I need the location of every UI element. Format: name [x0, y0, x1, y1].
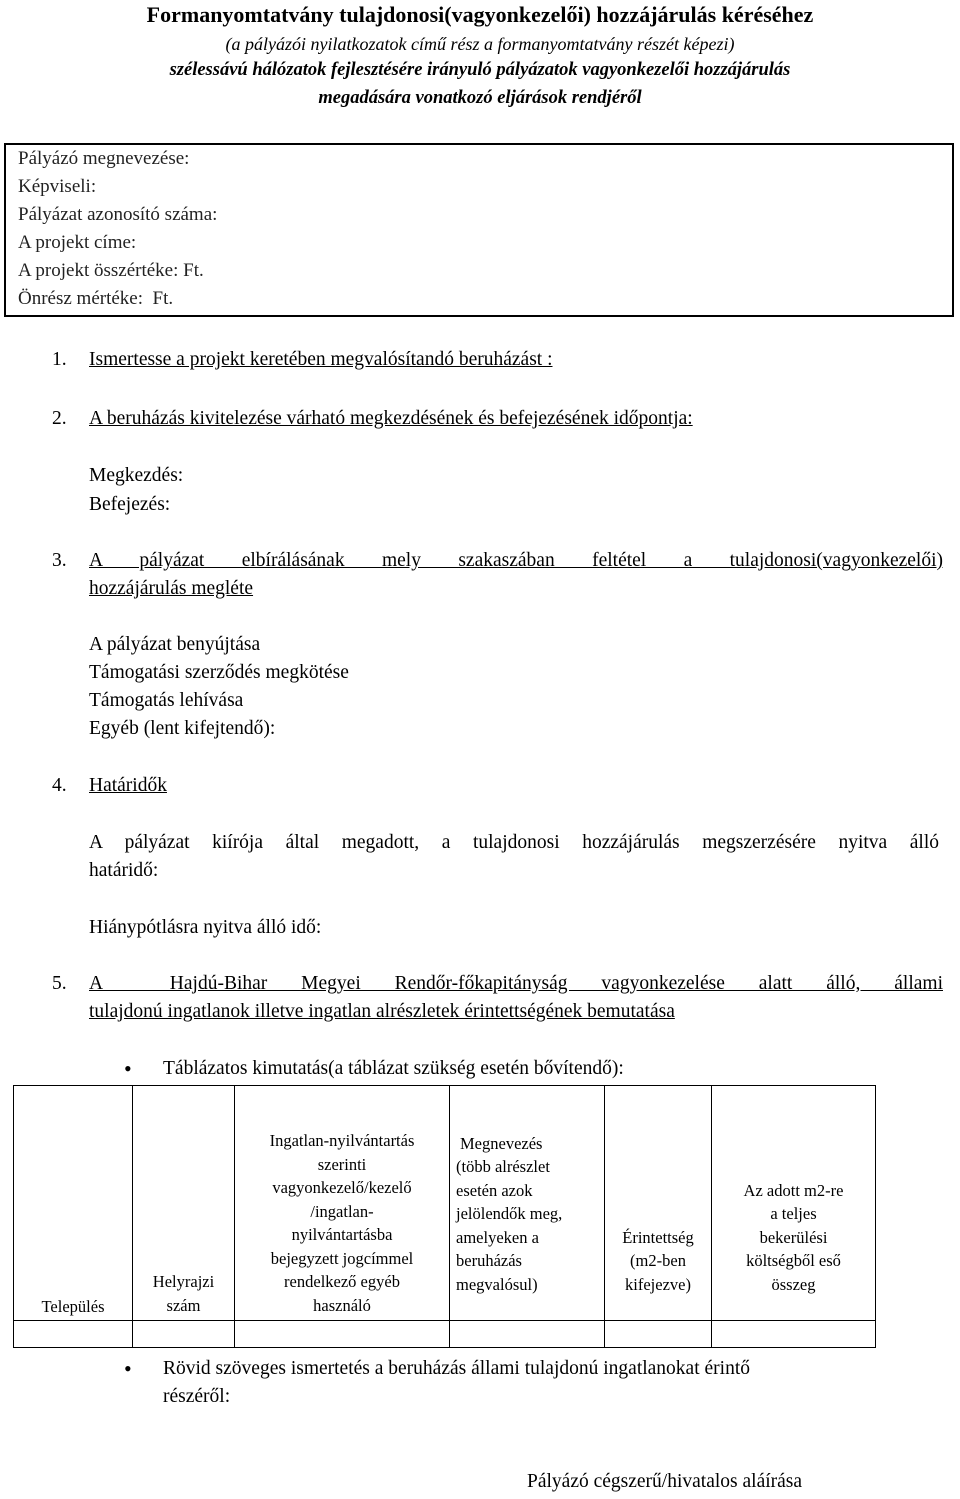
column-header-line: Ingatlan-nyilvántartás — [269, 1131, 415, 1150]
form-title: Formanyomtatvány tulajdonosi(vagyonkezelői) hozzájárulás kéréséhez — [146, 2, 814, 27]
column-header-line: Helyrajzi — [152, 1272, 215, 1291]
applicant-name-label: Pályázó megnevezése: — [18, 148, 190, 169]
column-header-line: /ingatlan- — [310, 1201, 374, 1221]
section-3-title-line2: hozzájárulás megléte — [89, 578, 254, 599]
own-share-label: Önrész mértéke: Ft. — [18, 288, 174, 309]
section-4-number: 4. — [52, 775, 67, 796]
column-header-line: szám — [166, 1295, 201, 1315]
form-reference-line1: szélessávú hálózatok fejlesztésére irányuló pályázatok vagyonkezelői hozzájárulás — [169, 60, 791, 80]
column-header-line: szerinti — [317, 1154, 367, 1174]
column-header-line: Megnevezés — [460, 1133, 543, 1153]
section-1-number: 1. — [52, 349, 67, 370]
section-5-title-line1: A Hajdú-Bihar Megyei Rendőr-főkapitányság vagyonkezelése alatt álló, állami — [89, 973, 943, 994]
column-header-line: vagyonkezelő/kezelő — [272, 1178, 412, 1197]
bullet-dot-icon: • — [124, 1356, 132, 1381]
column-header-line: költségből eső — [746, 1251, 841, 1270]
table-cell[interactable] — [605, 1321, 712, 1348]
section-2-number: 2. — [52, 408, 67, 429]
table-cell[interactable] — [14, 1321, 133, 1348]
section-5-number: 5. — [52, 973, 67, 994]
column-header-line: (több alrészlet — [456, 1157, 550, 1176]
column-header-line: esetén azok — [456, 1180, 533, 1200]
missing-docs-period-label: Hiánypótlásra nyitva álló idő: — [89, 917, 322, 938]
column-header-parcel-number — [133, 1086, 235, 1321]
column-header-cost-per-m2 — [712, 1086, 876, 1321]
table-cell[interactable] — [235, 1321, 450, 1348]
column-header-line: kifejezve) — [625, 1274, 691, 1294]
section-3-number: 3. — [52, 550, 67, 571]
column-header-line: megvalósul) — [456, 1274, 538, 1294]
column-header-line: nyilvántartásba — [291, 1225, 393, 1244]
application-id-label: Pályázat azonosító száma: — [18, 204, 218, 225]
short-description-line2: részéről: — [163, 1386, 231, 1407]
section-1-title: Ismertesse a projekt keretében megvalósítandó beruházást : — [89, 349, 553, 370]
column-header-settlement — [14, 1086, 133, 1321]
option-grant-drawdown: Támogatás lehívása — [89, 690, 244, 711]
column-header-affected-area — [605, 1086, 712, 1321]
column-header-line: Település — [41, 1297, 105, 1316]
column-header-line: összeg — [771, 1274, 816, 1294]
column-header-line: rendelkező egyéb — [284, 1272, 400, 1291]
table-cell[interactable] — [712, 1321, 876, 1348]
column-header-line: jelölendők meg, — [456, 1204, 563, 1223]
start-date-label: Megkezdés: — [89, 465, 184, 486]
signature-label: Pályázó cégszerű/hivatalos aláírása — [527, 1471, 803, 1492]
table-cell[interactable] — [133, 1321, 235, 1348]
column-header-line: bejegyzett jogcímmel — [270, 1248, 414, 1268]
option-submission: A pályázat benyújtása — [89, 634, 261, 655]
deadline-text-line1: A pályázat kiírója által megadott, a tulajdonosi hozzájárulás megszerzésére nyitva álló — [89, 832, 939, 853]
table-cell[interactable] — [450, 1321, 605, 1348]
form-reference-line2: megadására vonatkozó eljárások rendjéről — [318, 88, 642, 108]
table-row — [14, 1321, 876, 1348]
column-header-line: használó — [313, 1295, 371, 1315]
representative-label: Képviseli: — [18, 176, 97, 197]
table-intro-text: Táblázatos kimutatás(a táblázat szükség esetén bővítendő): — [163, 1058, 624, 1079]
section-4-title: Határidők — [89, 775, 167, 796]
option-other: Egyéb (lent kifejtendő): — [89, 718, 276, 739]
form-subtitle: (a pályázói nyilatkozatok című rész a formanyomtatvány részét képezi) — [225, 34, 735, 54]
column-header-designation — [450, 1086, 605, 1321]
section-5-title-line2: tulajdonú ingatlanok illetve ingatlan alrészletek érintettségének bemutatása — [89, 1001, 675, 1022]
section-3-title-line1: A pályázat elbírálásának mely szakaszában feltétel a tulajdonosi(vagyonkezelői) — [89, 550, 943, 571]
table-header-row — [14, 1086, 876, 1321]
column-header-line: amelyeken a — [456, 1227, 539, 1247]
column-header-line: a teljes — [770, 1204, 817, 1223]
project-total-value-label: A projekt összértéke: Ft. — [18, 260, 204, 281]
column-header-line: (m2-ben — [630, 1251, 686, 1270]
end-date-label: Befejezés: — [89, 494, 171, 515]
column-header-line: Érintettség — [622, 1227, 694, 1247]
bullet-dot-icon: • — [124, 1056, 132, 1081]
column-header-property-manager — [235, 1086, 450, 1321]
column-header-line: beruházás — [456, 1251, 522, 1270]
option-grant-contract: Támogatási szerződés megkötése — [89, 662, 349, 683]
project-title-label: A projekt címe: — [18, 232, 137, 253]
property-table — [13, 1085, 876, 1348]
short-description-line1: Rövid szöveges ismertetés a beruházás állami tulajdonú ingatlanokat érintő — [163, 1358, 750, 1379]
column-header-line: Az adott m2-re — [743, 1180, 844, 1200]
column-header-line: bekerülési — [759, 1227, 828, 1247]
deadline-text-line2: határidő: — [89, 860, 159, 881]
section-2-title: A beruházás kivitelezése várható megkezdésének és befejezésének időpontja: — [89, 408, 693, 429]
applicant-info-box — [4, 143, 954, 317]
